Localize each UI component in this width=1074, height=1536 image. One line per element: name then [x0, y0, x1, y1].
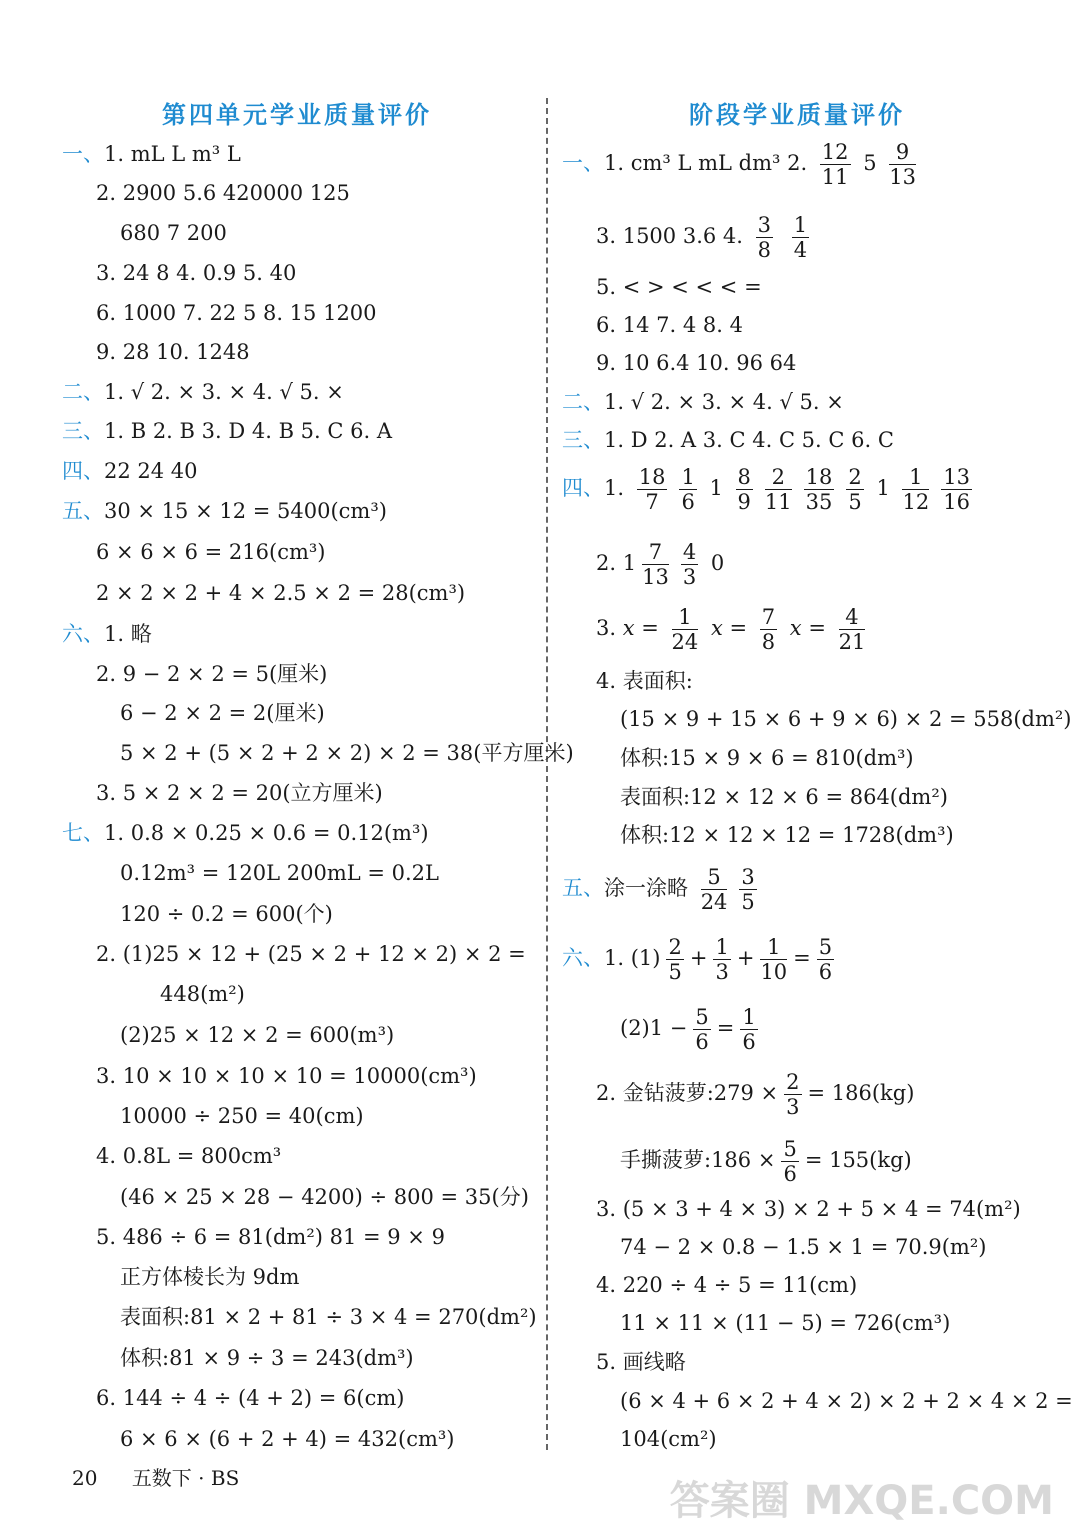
- r-line-26: (6 × 4 + 6 × 2 + 4 × 2) × 2 + 2 × 4 × 2 =: [620, 1389, 1073, 1413]
- book-label: 五数下 · BS: [131, 1466, 240, 1490]
- r-line-8: 四、1. $\frac{18}{7}$ $\frac{1}{6}$ 1 $\frac{8}{9}$ $\frac{2}{11}$ $\frac{18}{35}$ $\frac{2}{5}$ 1 $\frac{1}{12}$ $\frac{13}{16}$: [562, 465, 970, 514]
- r-line-9: 2. 1 $\frac{7}{13}$ $\frac{4}{3}$ 0: [596, 540, 725, 589]
- l-line-6: 9. 28 10. 1248: [96, 340, 250, 364]
- r-line-6: 二、1. √ 2. × 3. × 4. √ 5. ×: [562, 390, 844, 414]
- r-line-24: 11 × 11 × (11 − 5) = 726(cm³): [620, 1311, 951, 1335]
- left-column: [62, 95, 574, 1451]
- l-line-13: 六、1. 略: [62, 622, 152, 646]
- r-line-27: 104(cm²): [620, 1427, 717, 1451]
- r-line-22: 74 − 2 × 0.8 − 1.5 × 1 = 70.9(m²): [620, 1235, 987, 1259]
- l-line-12: 2 × 2 × 2 + 4 × 2.5 × 2 = 28(cm³): [96, 581, 466, 605]
- l-line-9: 四、22 24 40: [62, 459, 198, 483]
- l-line-19: 0.12m³ = 120L 200mL = 0.2L: [120, 861, 439, 885]
- l-line-16: 5 × 2 + (5 × 2 + 2 × 2) × 2 = 38(平方厘米): [120, 741, 574, 765]
- r-line-15: 体积:12 × 12 × 12 = 1728(dm³): [620, 823, 954, 847]
- l-line-1: 一、1. mL L m³ L: [62, 142, 241, 166]
- l-line-4: 3. 24 8 4. 0.9 5. 40: [96, 261, 297, 285]
- r-line-19: 2. 金钻菠萝:279 × $\frac{2}{3}$ = 186(kg): [596, 1070, 915, 1119]
- l-line-22: 448(m²): [160, 982, 245, 1006]
- l-line-10: 五、30 × 15 × 12 = 5400(cm³): [62, 499, 387, 523]
- r-line-12: (15 × 9 + 15 × 6 + 9 × 6) × 2 = 558(dm²): [620, 707, 1072, 731]
- right-column: [562, 95, 1073, 1451]
- l-line-33: 6 × 6 × (6 + 2 + 4) = 432(cm³): [120, 1427, 455, 1451]
- l-line-20: 120 ÷ 0.2 = 600(个): [120, 902, 333, 926]
- r-line-20: 手撕菠萝:186 × $\frac{5}{6}$ = 155(kg): [620, 1137, 912, 1186]
- l-line-26: 4. 0.8L = 800cm³: [96, 1144, 282, 1168]
- r-line-11: 4. 表面积:: [596, 669, 693, 693]
- l-line-23: (2)25 × 12 × 2 = 600(m³): [120, 1023, 395, 1047]
- r-line-17: 六、1. (1) $\frac{2}{5}$ + $\frac{1}{3}$ + $\frac{1}{10}$ = $\frac{5}{6}$: [562, 935, 833, 984]
- r-line-23: 4. 220 ÷ 4 ÷ 5 = 11(cm): [596, 1273, 858, 1297]
- l-line-5: 6. 1000 7. 22 5 8. 15 1200: [96, 301, 377, 325]
- r-line-1: 一、1. cm³ L mL dm³ 2. $\frac{12}{11}$ 5 $\frac{9}{13}$: [562, 140, 916, 189]
- right-title: 阶段学业质量评价: [689, 101, 905, 129]
- r-line-16: 五、涂一涂略 $\frac{5}{24}$ $\frac{3}{5}$: [562, 865, 755, 914]
- l-line-17: 3. 5 × 2 × 2 = 20(立方厘米): [96, 781, 383, 805]
- r-line-4: 6. 14 7. 4 8. 4: [596, 313, 743, 337]
- left-title: 第四单元学业质量评价: [162, 101, 432, 129]
- watermark-logo: 答案圈 MXQE.COM: [669, 1478, 1054, 1524]
- page-number: 20: [72, 1466, 98, 1490]
- r-line-14: 表面积:12 × 12 × 6 = 864(dm²): [620, 785, 948, 809]
- l-line-31: 体积:81 × 9 ÷ 3 = 243(dm³): [120, 1346, 414, 1370]
- l-line-3: 680 7 200: [120, 221, 227, 245]
- l-line-24: 3. 10 × 10 × 10 × 10 = 10000(cm³): [96, 1064, 477, 1088]
- l-line-28: 5. 486 ÷ 6 = 81(dm²) 81 = 9 × 9: [96, 1225, 445, 1249]
- r-line-18: (2)1 − $\frac{5}{6}$ = $\frac{1}{6}$: [620, 1005, 756, 1054]
- l-line-2: 2. 2900 5.6 420000 125: [96, 181, 350, 205]
- l-line-27: (46 × 25 × 28 − 4200) ÷ 800 = 35(分): [120, 1185, 529, 1209]
- l-line-8: 三、1. B 2. B 3. D 4. B 5. C 6. A: [62, 419, 393, 443]
- r-line-21: 3. (5 × 3 + 4 × 3) × 2 + 5 × 4 = 74(m²): [596, 1197, 1021, 1221]
- l-line-30: 表面积:81 × 2 + 81 ÷ 3 × 4 = 270(dm²): [120, 1305, 537, 1329]
- l-line-25: 10000 ÷ 250 = 40(cm): [120, 1104, 364, 1128]
- r-line-25: 5. 画线略: [596, 1350, 686, 1374]
- l-line-18: 七、1. 0.8 × 0.25 × 0.6 = 0.12(m³): [62, 821, 429, 845]
- r-line-3: 5. < > < < < =: [596, 275, 762, 299]
- l-line-32: 6. 144 ÷ 4 ÷ (4 + 2) = 6(cm): [96, 1386, 405, 1410]
- r-line-13: 体积:15 × 9 × 6 = 810(dm³): [620, 746, 914, 770]
- r-line-5: 9. 10 6.4 10. 96 64: [596, 351, 797, 375]
- r-line-2: 3. 1500 3.6 4. $\frac{3}{8}$ $\frac{1}{4}$: [596, 213, 808, 262]
- l-line-7: 二、1. √ 2. × 3. × 4. √ 5. ×: [62, 380, 344, 404]
- l-line-14: 2. 9 − 2 × 2 = 5(厘米): [96, 662, 328, 686]
- l-line-11: 6 × 6 × 6 = 216(cm³): [96, 540, 326, 564]
- page-footer: [72, 1462, 267, 1491]
- r-line-7: 三、1. D 2. A 3. C 4. C 5. C 6. C: [562, 428, 894, 452]
- r-line-10: 3. x = $\frac{1}{24}$ x = $\frac{7}{8}$ x = $\frac{4}{21}$: [596, 605, 866, 654]
- column-divider: [546, 98, 548, 1450]
- l-line-21: 2. (1)25 × 12 + (25 × 2 + 12 × 2) × 2 =: [96, 942, 526, 966]
- l-line-29: 正方体棱长为 9dm: [120, 1265, 300, 1289]
- l-line-15: 6 − 2 × 2 = 2(厘米): [120, 701, 325, 725]
